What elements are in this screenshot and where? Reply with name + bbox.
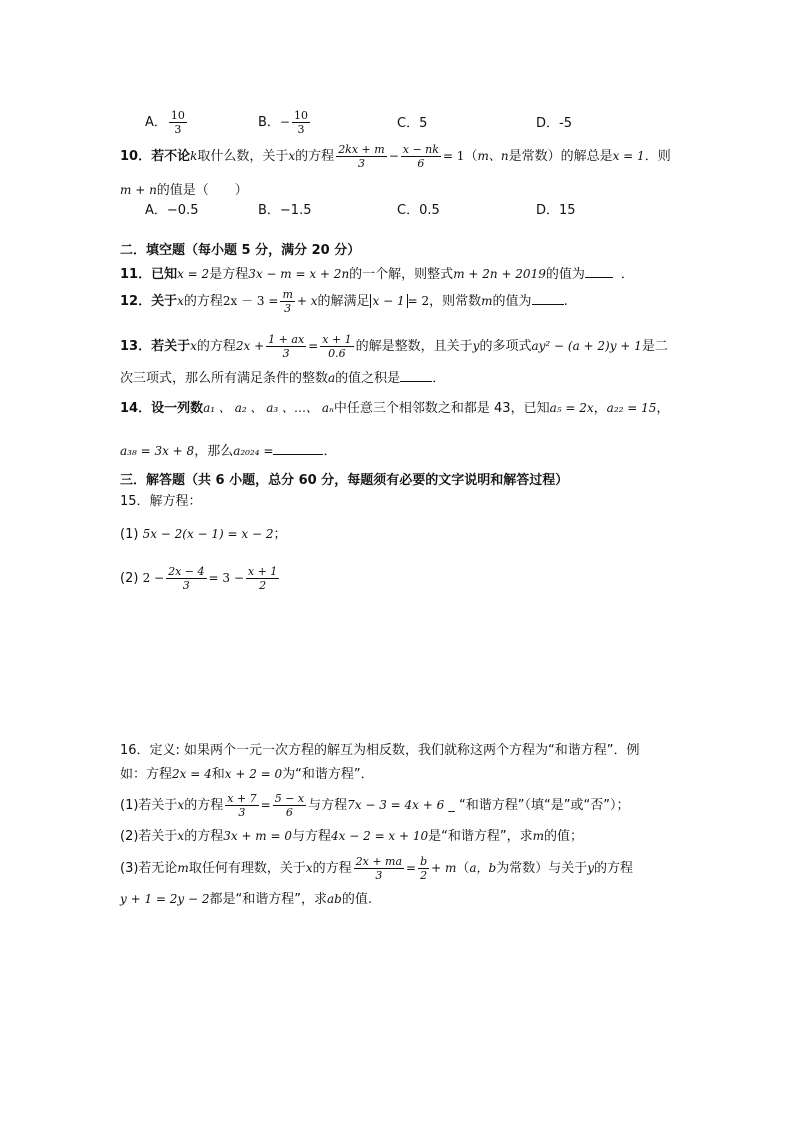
fraction: $\frac{x - nk}{6}$ — [402, 143, 439, 170]
q10-line1: 10．若不论k取什么数，关于x的方程 $\frac{2kx + m}{3}$ − $\frac{x - nk}{6}$ = 1（m、n是常数）的解总是x = 1．则 — [120, 143, 671, 170]
q16-part-2: (2)若关于x的方程3x + m = 0与方程4x − 2 = x + 10是“和谐方程”，求m的值； — [120, 829, 584, 844]
q9-option-d: D．-5 — [536, 116, 572, 131]
q10-line2: m + n的值是（ ） — [120, 183, 248, 198]
answer-blank — [400, 369, 432, 382]
fraction: $\frac{1 + ax}{3}$ — [268, 333, 305, 360]
q13-line2: 次三项式，那么所有满足条件的整数a的值之积是 ． — [120, 371, 446, 386]
q14-line2: a₃₈ = 3x + 8，那么a₂₀₂₄ = ． — [120, 444, 337, 459]
q16-part-1: (1)若关于x的方程 $\frac{x + 7}{3}$ = $\frac{5 - x}{6}$ 与方程7x − 3 = 4x + 6 _ “和谐方程”（填“是”或“否”）； — [120, 792, 630, 819]
q12: 12．关于x的方程2x － 3 = $\frac{m}{3}$ + x的解满足 x − 1 = 2，则常数m的值为 . — [120, 288, 568, 315]
fraction: $\frac{b}{2}$ — [420, 855, 428, 882]
q14-line1: 14．设一列数a₁ 、 a₂ 、 a₃ 、…、 aₙ中任意三个相邻数之和都是 43，已知a₅ = 2x，a₂₂ = 15， — [120, 401, 670, 416]
q10-option-d: D．15 — [536, 203, 576, 218]
fraction: $\frac{x + 1}{2}$ — [247, 565, 278, 592]
q11: 11．已知x = 2是方程3x − m = x + 2n的一个解，则整式m + 2n + 2019的值为 ． — [120, 267, 634, 282]
q10-option-a: A．−0.5 — [145, 203, 199, 218]
fraction: $\frac{2x - 4}{3}$ — [168, 565, 205, 592]
q10-option-c: C．0.5 — [397, 203, 440, 218]
fraction: $\frac{10}{3}$ — [170, 109, 185, 136]
fraction: $\frac{x + 7}{3}$ — [227, 792, 257, 819]
fraction: $\frac{2kx + m}{3}$ — [338, 143, 385, 170]
answer-blank — [273, 442, 323, 455]
q10-option-b: B．−1.5 — [258, 203, 312, 218]
q10-options — [145, 202, 625, 220]
section-2-title: 二．填空题（每小题 5 分，满分 20 分） — [120, 243, 361, 258]
q15-part-2: (2) 2 − $\frac{2x - 4}{3}$ = 3 − $\frac{x + 1}{2}$ — [120, 565, 278, 592]
answer-blank — [532, 292, 564, 305]
fraction: $\frac{m}{3}$ — [282, 288, 293, 315]
section-3-title: 三．解答题（共 6 小题，总分 60 分，每题须有必要的文字说明和解答过程） — [120, 473, 569, 488]
q9-option-b: B．− $\frac{10}{3}$ — [258, 109, 308, 136]
answer-blank — [585, 265, 613, 278]
fraction: $\frac{5 - x}{6}$ — [274, 792, 305, 819]
q9-option-a: A． $\frac{10}{3}$ — [145, 109, 185, 136]
q15-title: 15．解方程： — [120, 494, 202, 509]
q16-line2: 如：方程2x = 4和x + 2 = 0为“和谐方程”． — [120, 767, 374, 782]
q16-part-3-line2: y + 1 = 2y − 2都是“和谐方程”，求ab的值. — [120, 892, 372, 907]
absolute-value: x − 1 — [370, 294, 408, 308]
q13-line1: 13．若关于x的方程2x + $\frac{1 + ax}{3}$ = $\frac{x + 1}{0.6}$ 的解是整数，且关于y的多项式ay² − (a + 2)y + 1是二 — [120, 333, 668, 360]
fraction: $\frac{x + 1}{0.6}$ — [322, 333, 352, 360]
q15-part-1: (1) 5x − 2(x − 1) = x − 2； — [120, 527, 287, 542]
fraction: $\frac{10}{3}$ — [293, 109, 308, 136]
q16-part-3-line1: (3)若无论m取任何有理数，关于x的方程 $\frac{2x + ma}{3}$ = $\frac{b}{2}$ + m（a，b为常数）与关于y的方程 — [120, 855, 634, 882]
q9-option-c: C．5 — [397, 116, 428, 131]
fraction: $\frac{2x + ma}{3}$ — [355, 855, 403, 882]
q9-options — [145, 107, 625, 135]
q16-line1: 16．定义: 如果两个一元一次方程的解互为相反数，我们就称这两个方程为“和谐方程”．例 — [120, 743, 640, 758]
